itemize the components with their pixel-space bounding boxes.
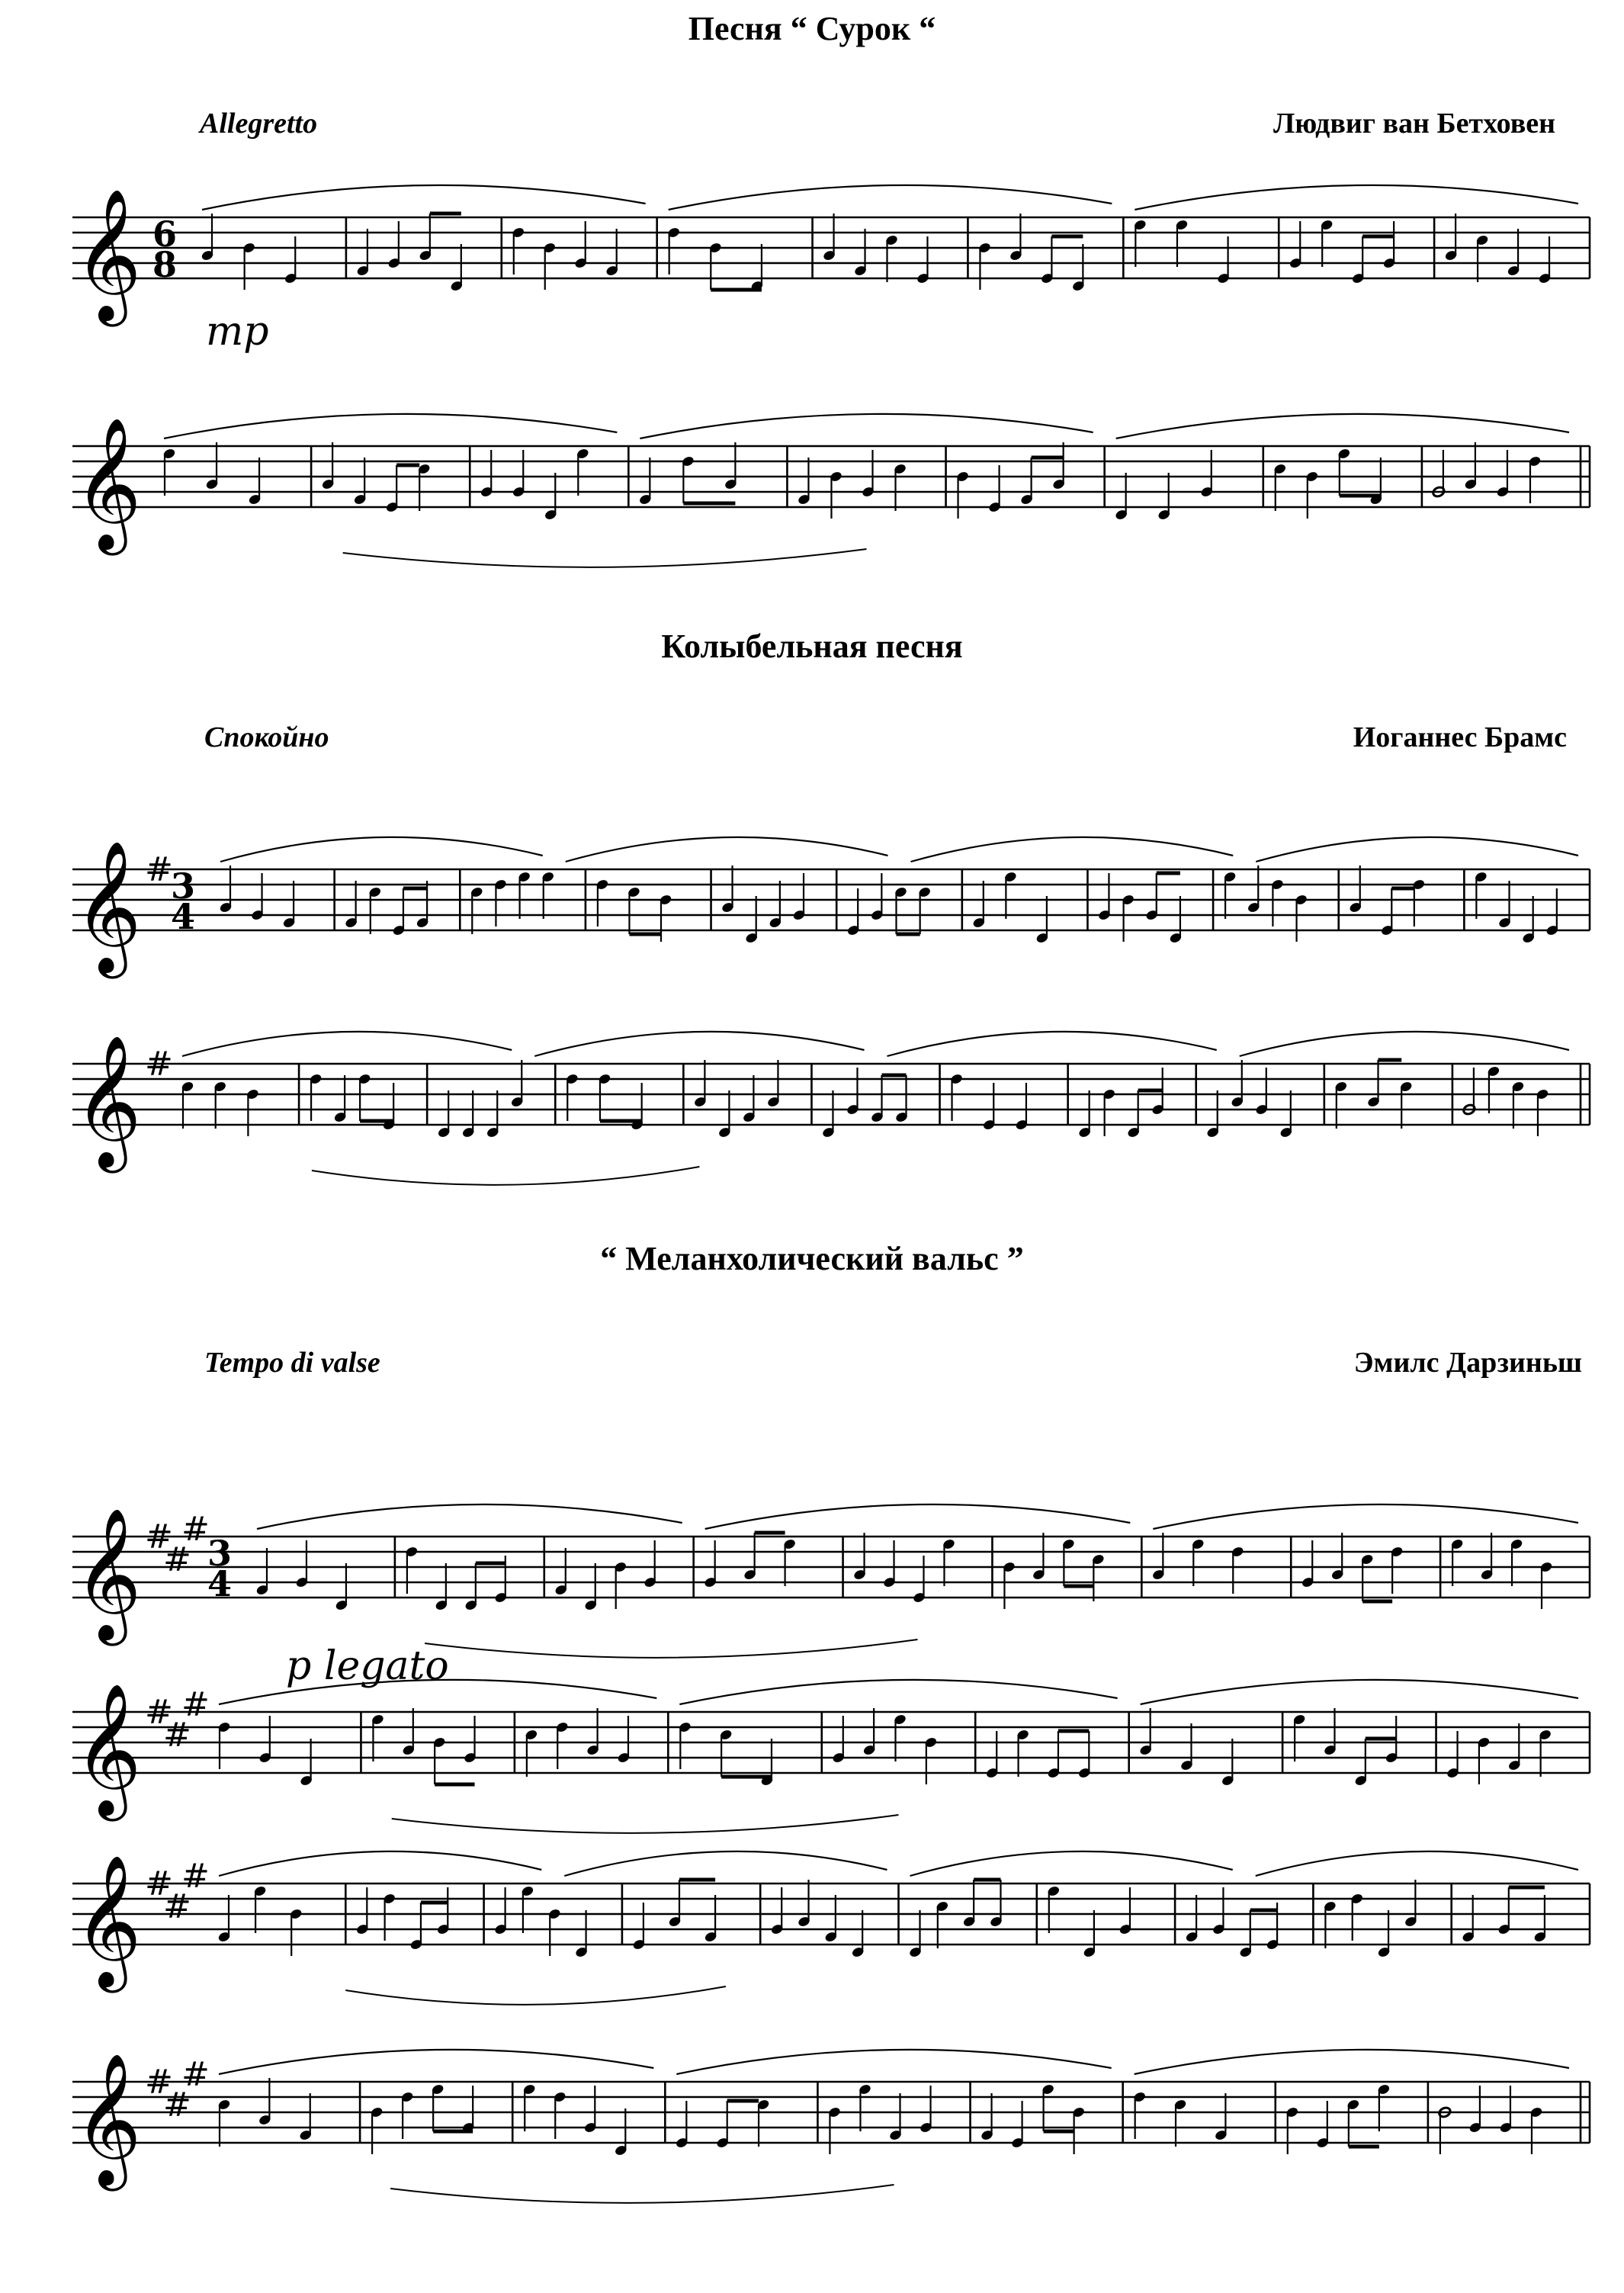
slur-icon (312, 1167, 699, 1185)
sharp-icon: # (145, 1864, 173, 1903)
slur-icon (911, 837, 1234, 862)
sharp-icon: # (145, 1517, 173, 1556)
sharp-icon: # (181, 2055, 210, 2094)
slur-icon (1116, 414, 1569, 438)
time-signature-top: 6 (152, 214, 178, 255)
treble-clef-icon: 𝄞 (74, 1683, 142, 1816)
slur-icon (1153, 1505, 1578, 1529)
slur-icon (566, 837, 888, 862)
sharp-icon: # (181, 1510, 210, 1549)
staff-system (0, 1651, 1624, 1834)
slur-icon (705, 1505, 1131, 1529)
piece-1-title: Песня “ Сурок “ (688, 10, 936, 47)
sharp-icon: # (163, 1540, 191, 1579)
piece-1-composer: Людвиг ван Бетховен (1273, 108, 1555, 140)
slur-icon (220, 837, 543, 862)
treble-clef-icon: 𝄞 (74, 188, 142, 321)
slur-icon (1135, 2050, 1569, 2074)
sharp-icon: # (145, 1693, 173, 1732)
piece-1-dynamic: mp (206, 309, 269, 355)
slur-icon (640, 414, 1093, 438)
sharp-icon: # (145, 2063, 173, 2102)
slur-icon (534, 1032, 864, 1056)
slur-icon (390, 2185, 894, 2203)
staff-system (0, 385, 1624, 568)
piece-3-composer: Эмилс Дарзиньш (1353, 1347, 1582, 1379)
staff-system (0, 156, 1624, 339)
slur-icon (345, 1986, 726, 2005)
staff-system (0, 1003, 1624, 1186)
slur-icon (182, 1032, 512, 1056)
slur-icon (679, 1680, 1117, 1704)
treble-clef-icon: 𝄞 (74, 840, 142, 973)
time-signature-top: 3 (207, 1533, 233, 1574)
treble-clef-icon: 𝄞 (74, 1855, 142, 1987)
sharp-icon: # (181, 1857, 210, 1896)
time-signature-bottom: 4 (207, 1563, 233, 1604)
slur-icon (1141, 1680, 1578, 1704)
piece-3-title: “ Меланхолический вальс ” (600, 1240, 1024, 1277)
treble-clef-icon: 𝄞 (74, 1035, 142, 1167)
slur-icon (910, 1851, 1233, 1876)
slur-icon (257, 1505, 682, 1529)
time-signature-bottom: 8 (152, 244, 178, 285)
slur-icon (887, 1032, 1217, 1056)
slur-icon (669, 185, 1112, 210)
staff-system (0, 808, 1624, 991)
slur-icon (676, 2050, 1111, 2074)
slur-icon (1256, 1851, 1578, 1876)
slur-icon (343, 549, 867, 567)
time-signature-top: 3 (171, 865, 196, 907)
staff-system (0, 1823, 1624, 2006)
sharp-icon: # (163, 2086, 191, 2124)
slur-icon (1256, 837, 1578, 862)
treble-clef-icon: 𝄞 (74, 417, 142, 550)
sharp-icon: # (163, 1887, 191, 1926)
slur-icon (219, 2050, 653, 2074)
treble-clef-icon: 𝄞 (74, 2053, 142, 2185)
slur-icon (219, 1851, 541, 1876)
sharp-icon: # (145, 1045, 173, 1084)
slur-icon (164, 414, 617, 438)
sharp-icon: # (145, 850, 173, 889)
piece-2-composer: Иоганнес Брамс (1353, 721, 1567, 753)
time-signature-bottom: 4 (171, 896, 196, 937)
piece-2-title: Колыбельная песня (661, 628, 963, 665)
sharp-icon: # (163, 1716, 191, 1755)
piece-1-tempo: Allegretto (200, 108, 318, 140)
staff-system (0, 2021, 1624, 2204)
slur-icon (564, 1851, 887, 1876)
slur-icon (202, 185, 646, 210)
slur-icon (1240, 1032, 1569, 1056)
staff-system (0, 1476, 1624, 1659)
piece-3-tempo: Tempo di valse (204, 1347, 380, 1379)
slur-icon (1135, 185, 1578, 210)
piece-2-tempo: Спокойно (204, 721, 329, 753)
treble-clef-icon: 𝄞 (74, 1508, 142, 1640)
slur-icon (219, 1680, 656, 1704)
sharp-icon: # (181, 1685, 210, 1724)
piece-3-dynamic: p legato (286, 1643, 449, 1689)
